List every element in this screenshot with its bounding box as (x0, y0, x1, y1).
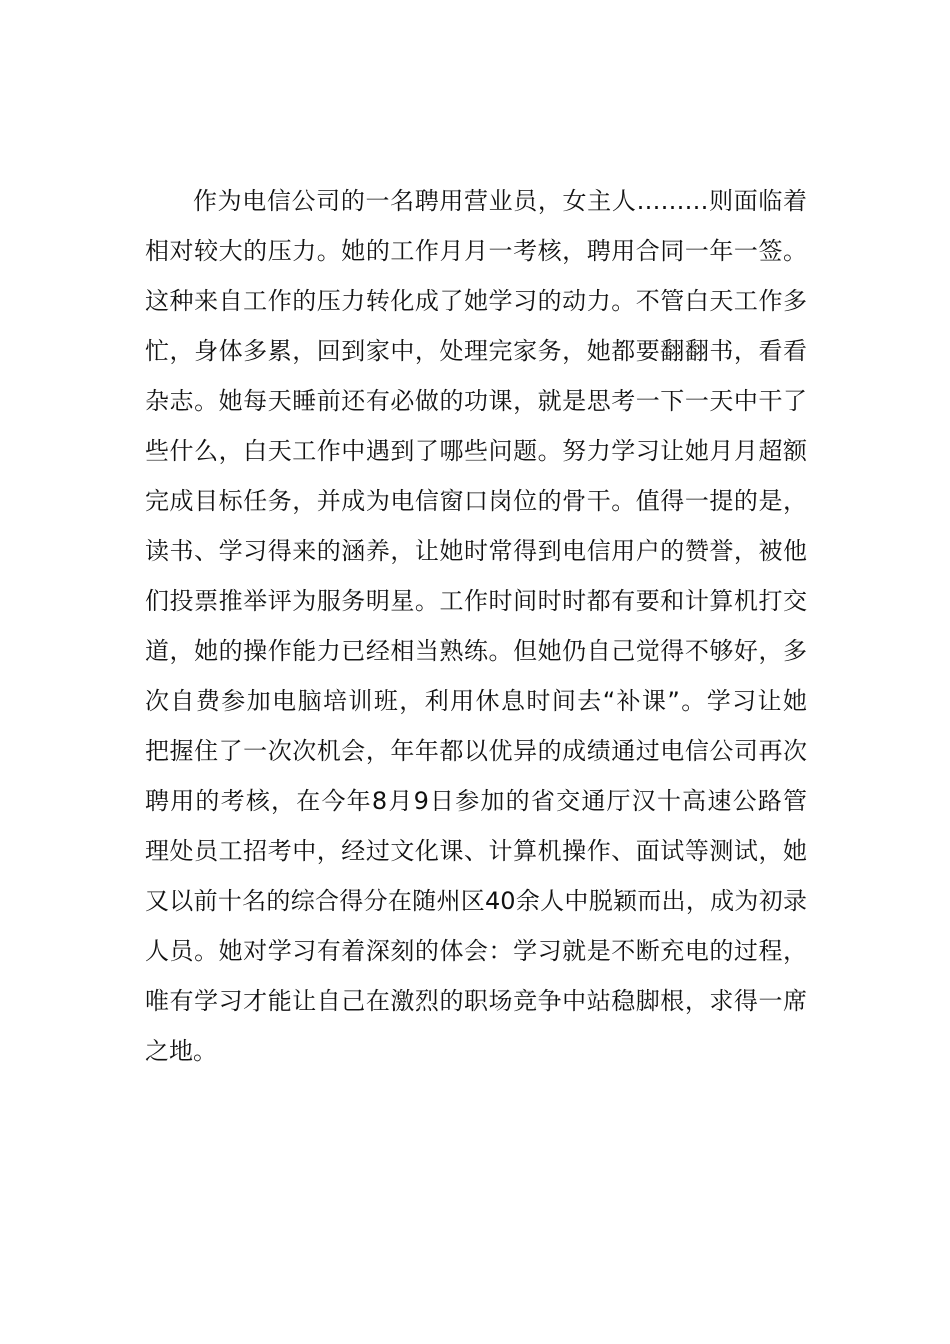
paragraph-line: 忙，身体多累，回到家中，处理完家务，她都要翻翻书，看看 (145, 337, 807, 365)
body-paragraph (145, 176, 807, 1076)
paragraph-line: 们投票推举评为服务明星。工作时间时时都有要和计算机打交 (145, 587, 807, 615)
paragraph-line: 作为电信公司的一名聘用营业员，女主人………则面临着 (193, 187, 807, 215)
paragraph-line: 这种来自工作的压力转化成了她学习的动力。不管白天工作多 (145, 287, 807, 315)
paragraph-line: 道，她的操作能力已经相当熟练。但她仍自己觉得不够好，多 (145, 637, 807, 665)
paragraph-line: 些什么，白天工作中遇到了哪些问题。努力学习让她月月超额 (145, 437, 807, 465)
paragraph-line: 把握住了一次次机会，年年都以优异的成绩通过电信公司再次 (145, 737, 807, 765)
paragraph-line: 人员。她对学习有着深刻的体会：学习就是不断充电的过程， (145, 937, 807, 965)
paragraph-line: 之地。 (145, 1037, 217, 1065)
paragraph-line: 杂志。她每天睡前还有必做的功课，就是思考一下一天中干了 (145, 387, 807, 415)
paragraph-line: 读书、学习得来的涵养，让她时常得到电信用户的赞誉，被他 (145, 537, 807, 565)
paragraph-line: 次自费参加电脑培训班，利用休息时间去“补课”。学习让她 (145, 687, 807, 715)
paragraph-line: 相对较大的压力。她的工作月月一考核，聘用合同一年一签。 (145, 237, 807, 265)
paragraph-line: 理处员工招考中，经过文化课、计算机操作、面试等测试，她 (145, 837, 807, 865)
paragraph-line: 唯有学习才能让自己在激烈的职场竞争中站稳脚根，求得一席 (145, 987, 807, 1015)
paragraph-line: 完成目标任务，并成为电信窗口岗位的骨干。值得一提的是， (145, 487, 807, 515)
paragraph-line: 又以前十名的综合得分在随州区40余人中脱颖而出，成为初录 (145, 887, 807, 915)
paragraph-line: 聘用的考核，在今年8月9日参加的省交通厅汉十高速公路管 (145, 787, 807, 815)
